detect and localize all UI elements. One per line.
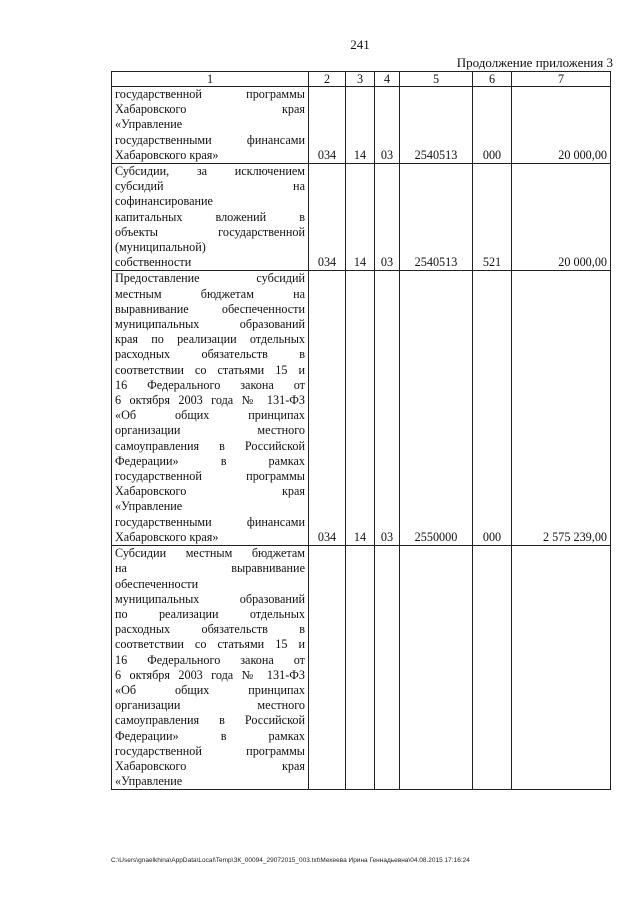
description-line: муниципальных образований — [115, 591, 305, 606]
description-line: 6 октября 2003 года № 131-ФЗ — [115, 393, 305, 408]
description-line: государственной программы — [115, 87, 305, 101]
description-line: Хабаровского края» — [115, 529, 219, 544]
target-article-cell: 2540513 — [400, 87, 473, 164]
description-line: объекты государственной — [115, 224, 305, 239]
ministry-code-cell: 034 — [309, 271, 346, 546]
description-line: «Об общих принципах — [115, 682, 305, 697]
description-line: государственными финансами — [115, 514, 305, 529]
description-line: Хабаровского края — [115, 758, 305, 773]
description-line: софинансирование — [115, 194, 213, 209]
file-path-footer: C:\Users\gnaelkhina\AppData\Local\Temp\ЗК_00094_29072015_003.txt\Мехеева Ирина Геннадьевна\04.08.2015 17:16:24 — [111, 857, 470, 864]
description-cell — [112, 164, 309, 271]
table-row — [112, 164, 611, 271]
column-header: 5 — [400, 72, 473, 87]
description-line: государственными финансами — [115, 132, 305, 147]
description-line: муниципальных образований — [115, 317, 305, 332]
ministry-code-cell: 034 — [309, 164, 346, 271]
expense-type-cell: 000 — [473, 87, 512, 164]
section-code-cell — [346, 546, 375, 790]
description-line: капитальных вложений в — [115, 209, 305, 224]
description-line: Федерации» в рамках — [115, 728, 305, 743]
amount-cell — [512, 546, 611, 790]
description-line: «Об общих принципах — [115, 408, 305, 423]
description-line: Хабаровского края — [115, 484, 305, 499]
budget-table — [111, 71, 611, 790]
expense-type-cell — [473, 546, 512, 790]
description-line: на выравнивание — [115, 561, 305, 576]
column-header: 7 — [512, 72, 611, 87]
subsection-code-cell: 03 — [375, 164, 400, 271]
table-header-row — [112, 72, 611, 87]
description-line: самоуправления в Российской — [115, 713, 305, 728]
table-row — [112, 87, 611, 164]
description-cell — [112, 546, 309, 790]
description-line: расходных обязательств в — [115, 347, 305, 362]
description-cell — [112, 87, 309, 164]
description-line: Хабаровского края» — [115, 147, 219, 162]
description-line: государственной программы — [115, 469, 305, 484]
section-code-cell: 14 — [346, 271, 375, 546]
section-code-cell: 14 — [346, 164, 375, 271]
description-line: собственности — [115, 255, 192, 270]
description-line: расходных обязательств в — [115, 622, 305, 637]
description-line: соответствии со статьями 15 и — [115, 362, 305, 377]
column-header: 3 — [346, 72, 375, 87]
ministry-code-cell — [309, 546, 346, 790]
amount-cell: 20 000,00 — [512, 164, 611, 271]
description-line: «Управление — [115, 499, 183, 514]
description-line: самоуправления в Российской — [115, 438, 305, 453]
appendix-continuation-label: Продолжение приложения 3 — [456, 55, 613, 70]
description-line: организации местного — [115, 698, 305, 713]
subsection-code-cell: 03 — [375, 271, 400, 546]
description-line: Субсидии местным бюджетам — [115, 546, 305, 561]
description-line: Хабаровского края — [115, 102, 305, 117]
description-line: государственной программы — [115, 743, 305, 758]
target-article-cell: 2550000 — [400, 271, 473, 546]
table-row — [112, 546, 611, 790]
description-line: организации местного — [115, 423, 305, 438]
description-line: края по реализации отдельных — [115, 332, 305, 347]
description-line: обеспеченности — [115, 576, 199, 591]
description-line: 16 Федерального закона от — [115, 377, 305, 392]
column-header: 6 — [473, 72, 512, 87]
subsection-code-cell — [375, 546, 400, 790]
description-line: 16 Федерального закона от — [115, 652, 305, 667]
description-line: «Управление — [115, 117, 183, 132]
description-line: соответствии со статьями 15 и — [115, 637, 305, 652]
page-number: 241 — [350, 37, 370, 52]
description-line: 6 октября 2003 года № 131-ФЗ — [115, 667, 305, 682]
amount-cell: 20 000,00 — [512, 87, 611, 164]
description-line: местным бюджетам на — [115, 286, 305, 301]
amount-cell: 2 575 239,00 — [512, 271, 611, 546]
section-code-cell: 14 — [346, 87, 375, 164]
target-article-cell — [400, 546, 473, 790]
expense-type-cell: 000 — [473, 271, 512, 546]
description-line: Предоставление субсидий — [115, 271, 305, 286]
column-header: 4 — [375, 72, 400, 87]
table-body — [112, 87, 611, 790]
description-cell — [112, 271, 309, 546]
ministry-code-cell: 034 — [309, 87, 346, 164]
column-header: 2 — [309, 72, 346, 87]
target-article-cell: 2540513 — [400, 164, 473, 271]
expense-type-cell: 521 — [473, 164, 512, 271]
column-header: 1 — [112, 72, 309, 87]
table-row — [112, 271, 611, 546]
description-line: субсидий на — [115, 179, 305, 194]
description-line: выравнивание обеспеченности — [115, 301, 305, 316]
description-line: «Управление — [115, 774, 183, 789]
description-line: по реализации отдельных — [115, 606, 305, 621]
description-line: Федерации» в рамках — [115, 453, 305, 468]
subsection-code-cell: 03 — [375, 87, 400, 164]
description-line: (муниципальной) — [115, 240, 206, 255]
description-line: Субсидии, за исключением — [115, 164, 305, 179]
